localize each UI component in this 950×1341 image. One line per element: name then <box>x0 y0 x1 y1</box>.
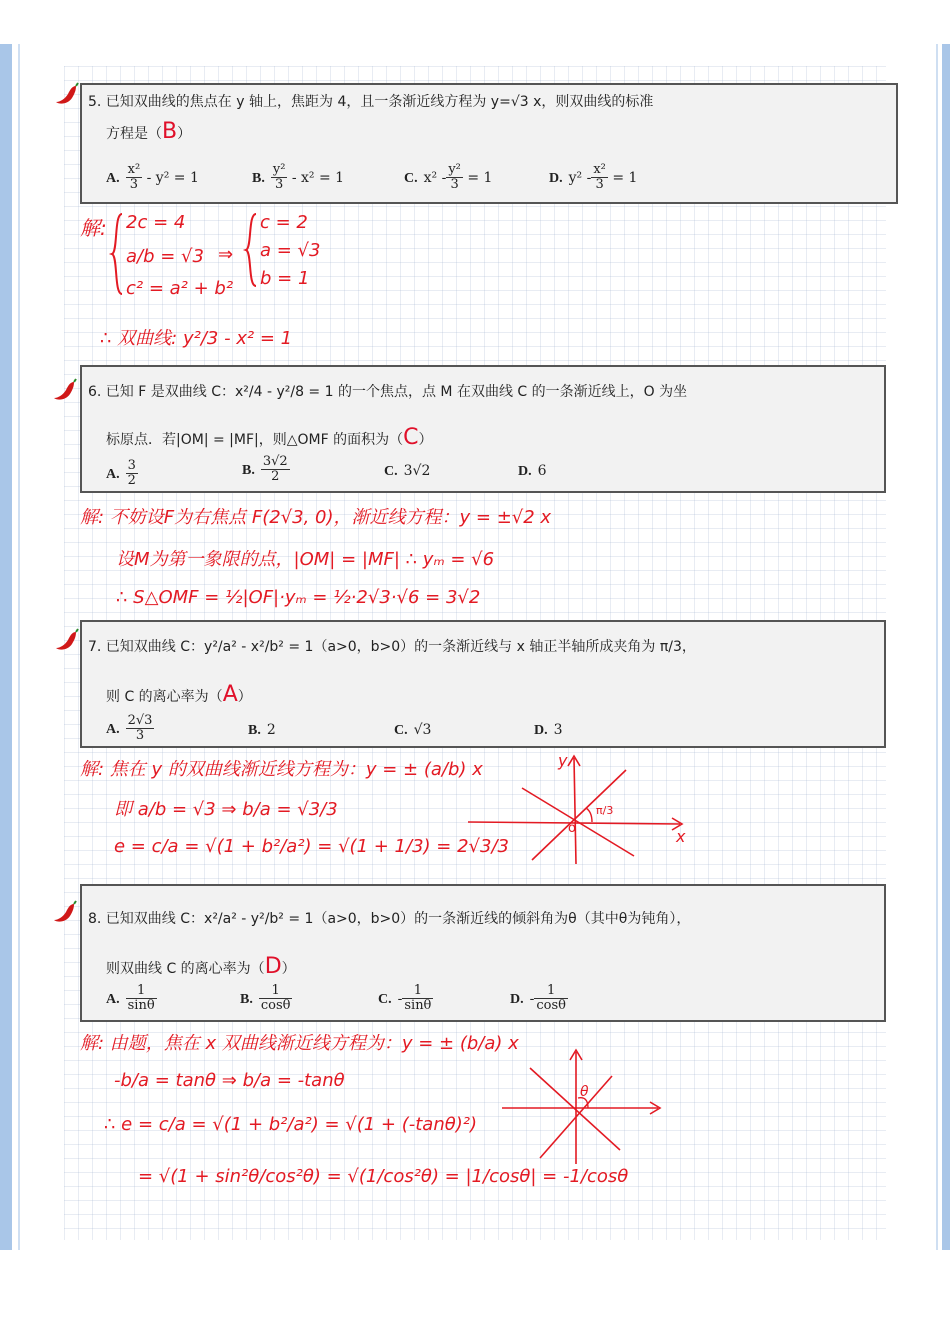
q7-stem-line2 <box>106 682 252 707</box>
x-axis-label: x <box>676 827 686 846</box>
numerator: y² <box>272 162 286 177</box>
numerator: x² <box>593 162 606 177</box>
denominator: 2 <box>127 473 136 489</box>
option-label: C. <box>378 991 392 1007</box>
option-label: C. <box>394 723 408 738</box>
option-label: D. <box>510 991 524 1007</box>
right-margin-line <box>936 44 938 1250</box>
q8-option-d <box>510 984 568 1014</box>
q7-close: ） <box>237 689 252 705</box>
q5-result-3: b = 1 <box>260 268 310 289</box>
numerator: 3 <box>127 458 136 473</box>
q8-option-b <box>240 984 292 1014</box>
q5-stem2-text: 方程是（ <box>106 126 162 142</box>
q5-answer: B <box>162 119 178 144</box>
numerator: 3√2 <box>262 454 288 469</box>
fraction <box>126 984 157 1014</box>
q8-answer: D <box>264 954 282 979</box>
denominator: 3 <box>129 177 139 193</box>
question-5-box <box>80 83 898 204</box>
denominator: 2 <box>271 469 280 485</box>
denominator: 3 <box>450 177 459 193</box>
q5-option-a <box>106 163 199 193</box>
origin-label: o <box>568 821 576 836</box>
angle-label: π/3 <box>596 804 614 817</box>
q6-option-b <box>242 455 290 485</box>
q8-asymptote-sketch <box>500 1046 670 1166</box>
denominator: cosθ <box>536 998 566 1014</box>
q7-stem2-text: 则 C 的离心率为（ <box>106 689 223 705</box>
option-pre: - <box>529 990 535 1007</box>
q6-stem2-text: 标原点．若|OM| = |MF|，则△OMF 的面积为（ <box>106 432 404 448</box>
left-brace <box>110 212 124 296</box>
option-label: D. <box>549 170 563 186</box>
q7-option-c <box>394 722 431 739</box>
option-pre: x² - <box>423 169 447 186</box>
fraction <box>271 163 288 193</box>
option-value: 3√2 <box>403 463 431 479</box>
option-label: A. <box>106 991 120 1007</box>
q5-option-c <box>404 163 492 193</box>
denominator: cosθ <box>260 998 291 1014</box>
asymptote-1 <box>530 1068 620 1150</box>
numerator: x² <box>127 162 141 177</box>
q7-solution-line-3: e = c/a = √(1 + b²/a²) = √(1 + 1/3) = 2√3/3 <box>114 836 509 857</box>
q7-solution-line-2: 即 a/b = √3 ⇒ b/a = √3/3 <box>114 799 338 820</box>
q8-stem2-text: 则双曲线 C 的离心率为（ <box>106 961 265 977</box>
chili-pepper-icon <box>54 82 80 106</box>
angle-arc <box>586 808 592 822</box>
q6-close: ） <box>418 432 433 448</box>
q6-option-d <box>518 463 547 480</box>
right-margin-bar <box>942 44 950 1250</box>
q7-stem: 7. 已知双曲线 C：y²/a² - x²/b² = 1（a>0，b>0）的一条渐近线与 x 轴正半轴所成夹角为 π/3， <box>88 639 696 655</box>
numerator: 1 <box>126 984 157 999</box>
q5-system-eq-1: 2c = 4 <box>126 212 186 233</box>
option-tail: = 1 <box>612 169 638 186</box>
q6-option-a <box>106 459 138 489</box>
numerator: 1 <box>259 984 293 999</box>
question-8-box <box>80 884 886 1022</box>
option-tail: - x² = 1 <box>291 169 345 186</box>
q6-option-c <box>384 463 430 480</box>
theta-label: θ <box>580 1084 589 1100</box>
option-label: B. <box>248 723 261 738</box>
q8-option-a <box>106 984 157 1014</box>
q8-solution-line-4: = √(1 + sin²θ/cos²θ) = √(1/cos²θ) = |1/cosθ| = -1/cosθ <box>138 1166 629 1187</box>
q8-solution-line-2: -b/a = tanθ ⇒ b/a = -tanθ <box>114 1070 345 1091</box>
option-pre: y² - <box>568 169 592 186</box>
option-label: B. <box>252 170 265 186</box>
option-tail: - y² = 1 <box>146 169 199 186</box>
q5-system-eq-3: c² = a² + b² <box>126 278 234 299</box>
fraction <box>534 984 568 1014</box>
left-margin-bar <box>0 44 12 1250</box>
question-7-box <box>80 620 886 748</box>
q5-conclusion: ∴ 双曲线: y²/3 - x² = 1 <box>100 328 293 349</box>
q6-stem: 6. 已知 F 是双曲线 C：x²/4 - y²/8 = 1 的一个焦点，点 M 在双曲线 C 的一条渐近线上，O 为坐 <box>88 384 688 400</box>
question-6-box <box>80 365 886 493</box>
option-label: A. <box>106 466 120 482</box>
implies-arrow: ⇒ <box>218 244 234 265</box>
q8-solution-line-1: 解: 由题，焦在 x 双曲线渐近线方程为：y = ± (b/a) x <box>80 1033 519 1054</box>
q5-option-d <box>549 163 637 193</box>
q8-option-c <box>378 984 433 1014</box>
denominator: 3 <box>135 728 145 744</box>
option-label: C. <box>404 170 418 186</box>
numerator: y² <box>448 162 461 177</box>
option-label: D. <box>534 723 548 738</box>
fraction <box>446 163 463 193</box>
fraction <box>261 455 290 485</box>
q7-option-d <box>534 722 563 739</box>
option-label: B. <box>242 462 255 478</box>
q7-solution-line-1: 解: 焦在 y 的双曲线渐近线方程为：y = ± (a/b) x <box>80 759 483 780</box>
q5-solution-prefix: 解: <box>80 216 107 240</box>
left-brace <box>244 212 258 288</box>
q7-answer: A <box>222 682 238 707</box>
q5-result-2: a = √3 <box>260 240 321 261</box>
fraction <box>402 984 433 1014</box>
option-pre: - <box>397 990 403 1007</box>
option-value: √3 <box>413 722 432 738</box>
option-label: A. <box>106 721 120 737</box>
q8-stem: 8. 已知双曲线 C：x²/a² - y²/b² = 1（a>0，b>0）的一条渐近线的倾斜角为θ（其中θ为钝角）， <box>88 911 691 927</box>
denominator: sinθ <box>404 998 432 1014</box>
numerator: 1 <box>534 984 568 999</box>
q8-stem-line2 <box>106 954 296 979</box>
chili-pepper-icon <box>52 378 78 402</box>
option-label: B. <box>240 991 253 1007</box>
numerator: 1 <box>402 984 433 999</box>
denominator: 3 <box>274 177 284 193</box>
q6-solution-line-1: 解: 不妨设F为右焦点 F(2√3, 0)，渐近线方程：y = ±√2 x <box>80 507 552 528</box>
q7-option-b <box>248 722 276 739</box>
option-value: 2 <box>266 722 276 738</box>
q5-close: ） <box>177 126 192 142</box>
y-axis <box>574 758 576 864</box>
denominator: 3 <box>595 177 604 193</box>
fraction <box>126 459 138 489</box>
left-margin-line <box>18 44 20 1250</box>
fraction <box>126 163 143 193</box>
q7-asymptote-sketch <box>468 752 698 867</box>
option-value: 6 <box>537 463 547 479</box>
q6-solution-line-3: ∴ S△OMF = ½|OF|·yₘ = ½·2√3·√6 = 3√2 <box>116 587 481 608</box>
option-value: 3 <box>553 722 563 738</box>
q5-option-b <box>252 163 344 193</box>
q5-stem: 5. 已知双曲线的焦点在 y 轴上，焦距为 4，且一条渐近线方程为 y=√3 x，则双曲线的标准 <box>88 94 654 110</box>
y-axis-label: y <box>558 751 568 770</box>
fraction <box>259 984 293 1014</box>
q5-system-eq-2: a/b = √3 <box>126 246 204 267</box>
q6-answer: C <box>403 425 419 450</box>
chili-pepper-icon <box>54 628 80 652</box>
q7-option-a <box>106 714 154 744</box>
denominator: sinθ <box>127 998 155 1014</box>
numerator: 2√3 <box>127 713 153 728</box>
q6-stem-line2 <box>106 425 432 450</box>
chili-pepper-icon <box>52 900 78 924</box>
option-tail: = 1 <box>467 169 493 186</box>
q8-solution-line-3: ∴ e = c/a = √(1 + b²/a²) = √(1 + (-tanθ)²) <box>104 1114 478 1135</box>
q8-close: ） <box>281 961 296 977</box>
option-label: C. <box>384 464 398 479</box>
option-label: D. <box>518 464 532 479</box>
fraction <box>591 163 608 193</box>
q6-solution-line-2: 设M为第一象限的点，|OM| = |MF| ∴ yₘ = √6 <box>116 549 495 570</box>
q5-result-1: c = 2 <box>260 212 308 233</box>
option-label: A. <box>106 170 120 186</box>
fraction <box>126 714 155 744</box>
q5-stem-line2 <box>106 119 191 144</box>
